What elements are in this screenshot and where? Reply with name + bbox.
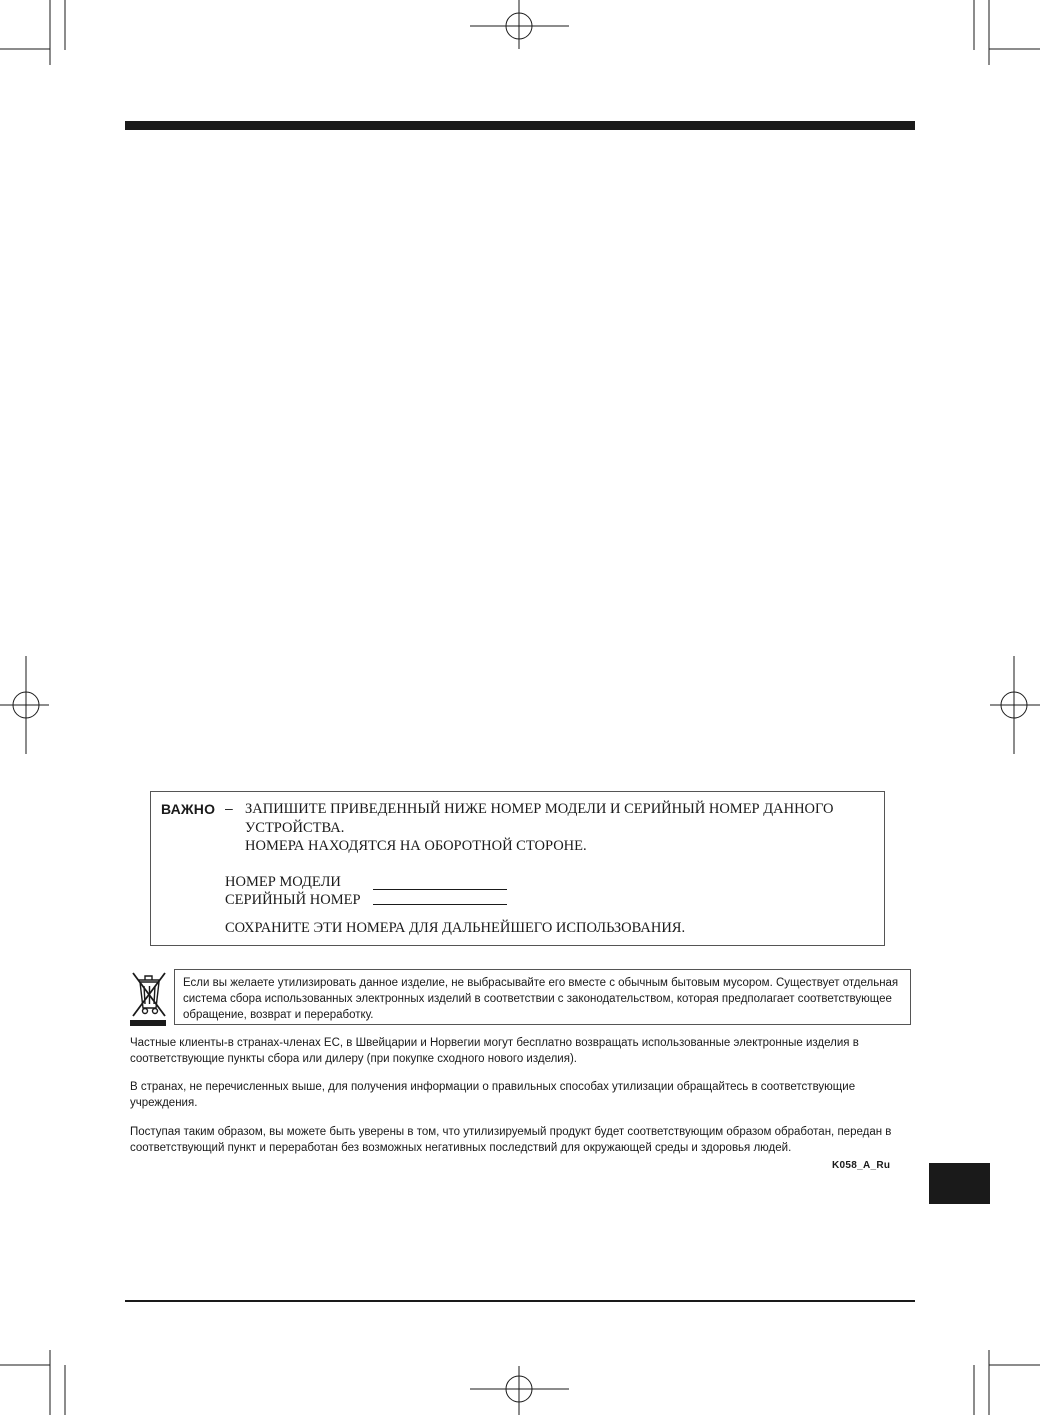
disposal-paragraph-assurance: Поступая таким образом, вы можете быть уверены в том, что утилизируемый продукт будет соответствующим образом обработан, передан в соответствующий пункт и переработан без возможных негативных последствий для окружающей среды и здоровья людей. xyxy=(130,1126,892,1154)
disposal-paragraph-eu: Частные клиенты-в странах-членах ЕС, в Швейцарии и Норвегии могут бесплатно возвращать использованные электронные изделия в соответствующие пункты сбора или дилеру (при покупке сходного нового изделия). xyxy=(130,1037,859,1065)
important-dash: – xyxy=(225,800,233,816)
important-instruction-line-2: УСТРОЙСТВА. xyxy=(245,820,345,836)
serial-number-label: СЕРИЙНЫЙ НОМЕР xyxy=(225,892,361,908)
save-numbers-note: СОХРАНИТЕ ЭТИ НОМЕРА ДЛЯ ДАЛЬНЕЙШЕГО ИСПОЛЬЗОВАНИЯ. xyxy=(225,920,686,936)
important-instruction-line-3: НОМЕРА НАХОДЯТСЯ НА ОБОРОТНОЙ СТОРОНЕ. xyxy=(245,838,587,854)
header-rule xyxy=(125,121,915,130)
important-notice-box xyxy=(150,791,885,946)
serial-number-blank-line xyxy=(373,904,507,905)
model-number-label: НОМЕР МОДЕЛИ xyxy=(225,874,341,890)
crossed-out-wheelie-bin-icon xyxy=(130,970,166,1028)
important-instruction-line-1: ЗАПИШИТЕ ПРИВЕДЕННЫЙ НИЖЕ НОМЕР МОДЕЛИ И СЕРИЙНЫЙ НОМЕР ДАННОГО xyxy=(245,801,834,817)
important-label: ВАЖНО xyxy=(161,801,216,817)
document-code: K058_A_Ru xyxy=(832,1160,891,1171)
model-number-blank-line xyxy=(373,889,507,890)
language-tab-marker xyxy=(929,1163,990,1204)
footer-rule xyxy=(125,1300,915,1302)
disposal-paragraph-other-countries: В странах, не перечисленных выше, для получения информации о правильных способах утилизации обращайтесь в соответствующие учреждения. xyxy=(130,1081,856,1109)
disposal-notice-box: Если вы желаете утилизировать данное изделие, не выбрасывайте его вместе с обычным бытовым мусором. Существует отдельная система сбора использованных электронных изделий в соответствии с законодательством, которая предполагает соответствующее обращение, возврат и переработку. xyxy=(174,969,911,1025)
